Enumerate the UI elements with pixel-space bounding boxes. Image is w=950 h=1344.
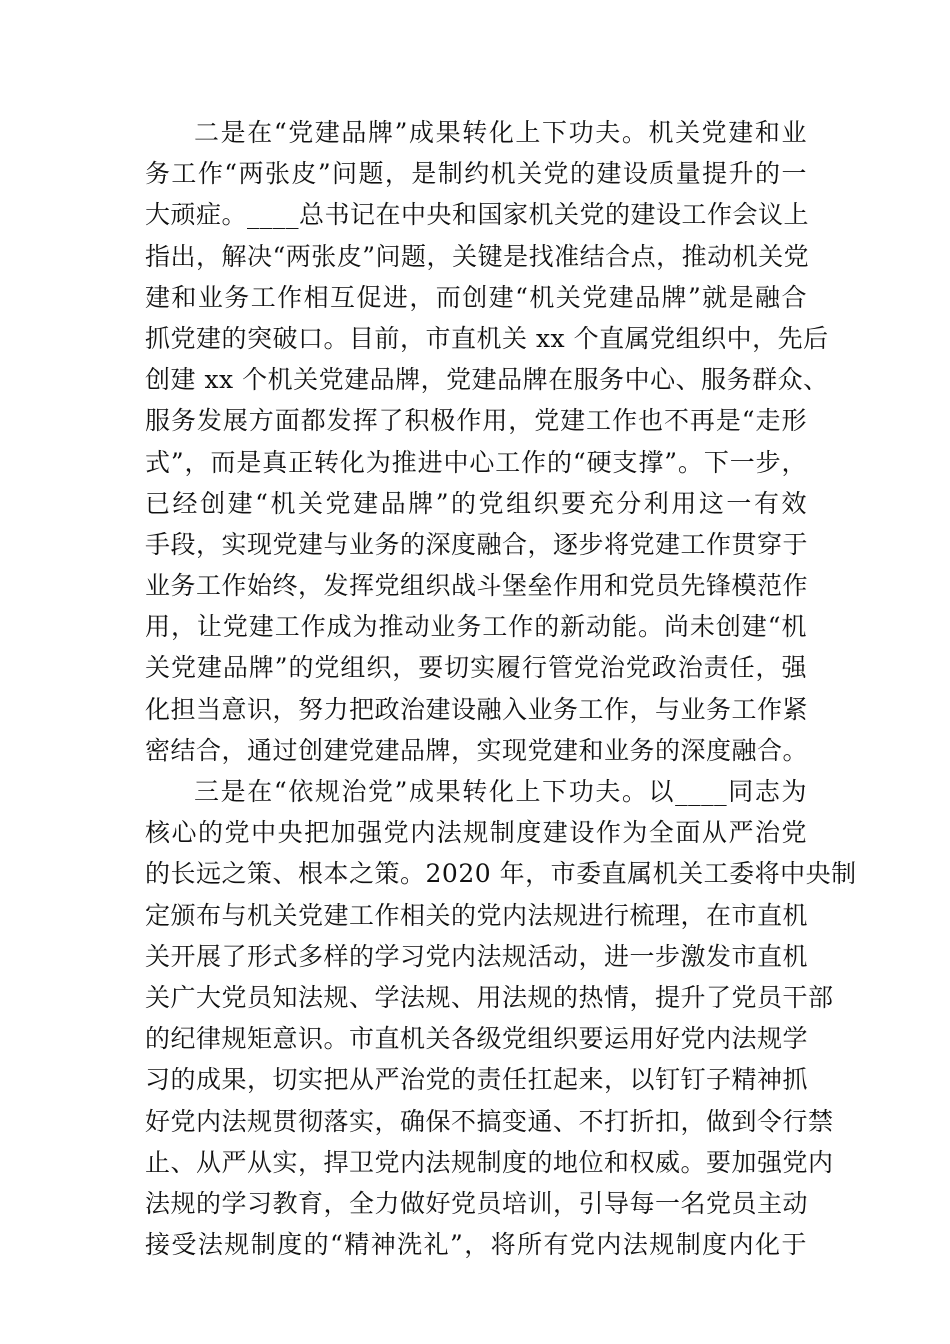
text-line: 大顽症。____总书记在中央和国家机关党的建设工作会议上 — [145, 200, 810, 230]
text-line: 三是在“依规治党”成果转化上下功夫。以____同志为 — [194, 777, 807, 806]
text-line: 业务工作始终，发挥党组织战斗堡垒作用和党员先锋模范作 — [145, 571, 809, 601]
text-line: 用，让党建工作成为推动业务工作的新动能。尚未创建“机 — [145, 612, 807, 642]
text-line: 务工作“两张皮”问题，是制约机关党的建设质量提升的一 — [145, 159, 807, 189]
text-line: 创建 xx 个机关党建品牌，党建品牌在服务中心、服务群众、 — [145, 365, 829, 395]
text-line: 的纪律规矩意识。市直机关各级党组织要运用好党内法规学 — [145, 1024, 809, 1054]
text-line: 定颁布与机关党建工作相关的党内法规进行梳理，在市直机 — [145, 900, 809, 930]
text-line: 好党内法规贯彻落实，确保不搞变通、不打折扣，做到令行禁 — [145, 1106, 834, 1136]
text-line: 关党建品牌”的党组织，要切实履行管党治党政治责任，强 — [145, 653, 807, 683]
text-line: 法规的学习教育，全力做好党员培训，引导每一名党员主动 — [145, 1188, 809, 1218]
text-line: 建和业务工作相互促进，而创建“机关党建品牌”就是融合 — [145, 282, 807, 312]
text-line: 接受法规制度的“精神洗礼”，将所有党内法规制度内化于 — [145, 1230, 807, 1260]
text-line: 式”，而是真正转化为推进中心工作的“硬支撑”。下一步， — [145, 447, 807, 477]
text-line: 的长远之策、根本之策。2020 年，市委直属机关工委将中央制 — [145, 859, 857, 889]
text-line: 习的成果，切实把从严治党的责任扛起来，以钉钉子精神抓 — [145, 1065, 809, 1095]
paragraph-rule-based-governance — [145, 771, 857, 1265]
text-line: 手段，实现党建与业务的深度融合，逐步将党建工作贯穿于 — [145, 529, 809, 559]
text-line: 关开展了形式多样的学习党内法规活动，进一步激发市直机 — [145, 941, 809, 971]
text-line: 已经创建“机关党建品牌”的党组织要充分利用这一有效 — [145, 488, 807, 518]
text-line: 密结合，通过创建党建品牌，实现党建和业务的深度融合。 — [145, 735, 809, 765]
paragraph-party-brand — [145, 112, 829, 771]
text-line: 化担当意识，努力把政治建设融入业务工作，与业务工作紧 — [145, 694, 809, 724]
text-line: 止、从严从实，捍卫党内法规制度的地位和权威。要加强党内 — [145, 1147, 834, 1177]
text-line: 二是在“党建品牌”成果转化上下功夫。机关党建和业 — [194, 118, 807, 147]
document-page — [145, 112, 857, 1265]
text-line: 核心的党中央把加强党内法规制度建设作为全面从严治党 — [145, 818, 807, 848]
text-line: 关广大党员知法规、学法规、用法规的热情，提升了党员干部 — [145, 982, 834, 1012]
text-line: 指出，解决“两张皮”问题，关键是找准结合点，推动机关党 — [145, 241, 810, 271]
text-line: 抓党建的突破口。目前，市直机关 xx 个直属党组织中，先后 — [145, 323, 829, 353]
text-line: 服务发展方面都发挥了积极作用，党建工作也不再是“走形 — [145, 406, 807, 436]
